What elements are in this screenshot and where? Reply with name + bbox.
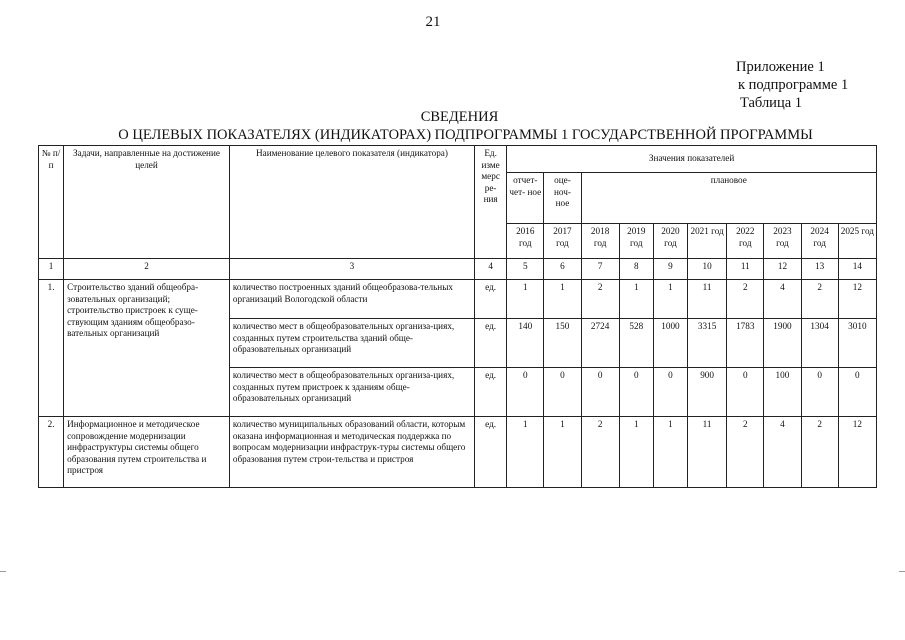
value-cell: 2 <box>581 417 619 488</box>
value-cell: 3010 <box>838 319 876 368</box>
value-cell: 3315 <box>688 319 727 368</box>
appendix-table-line: Таблица 1 <box>740 95 803 111</box>
column-number: 2 <box>64 259 230 280</box>
column-number: 5 <box>507 259 544 280</box>
value-cell: 150 <box>544 319 581 368</box>
value-cell: 0 <box>507 368 544 417</box>
column-number: 14 <box>838 259 876 280</box>
column-number: 4 <box>475 259 507 280</box>
column-number: 8 <box>619 259 653 280</box>
document-title <box>0 108 905 144</box>
appendix-reference <box>736 58 848 112</box>
year-header: 2025 год <box>838 224 876 259</box>
value-cell: 1304 <box>801 319 838 368</box>
indicator-name: количество мест в общеобразовательных организа-циях, созданных путем строительства зданий обще-образовательных организаций <box>229 319 474 368</box>
value-cell: 1 <box>507 417 544 488</box>
column-number: 6 <box>544 259 581 280</box>
column-number: 10 <box>688 259 727 280</box>
value-cell: 1000 <box>653 319 687 368</box>
year-header: 2019 год <box>619 224 653 259</box>
unit-cell: ед. <box>475 319 507 368</box>
header-indicator: Наименование целевого показателя (индикатора) <box>229 146 474 259</box>
value-cell: 2 <box>801 417 838 488</box>
value-cell: 2 <box>727 280 764 319</box>
row-number: 1. <box>39 280 64 417</box>
year-header: 2020 год <box>653 224 687 259</box>
year-header: 2023 год <box>764 224 801 259</box>
value-cell: 4 <box>764 280 801 319</box>
column-number: 7 <box>581 259 619 280</box>
value-cell: 140 <box>507 319 544 368</box>
indicator-name: количество мест в общеобразовательных организа-циях, созданных путем пристроек к зданиям обще-образовательных организаций <box>229 368 474 417</box>
header-values: Значения показателей <box>507 146 877 173</box>
value-cell: 1900 <box>764 319 801 368</box>
year-header: 2017 год <box>544 224 581 259</box>
value-cell: 0 <box>653 368 687 417</box>
scan-edge-mark <box>0 571 6 572</box>
row-number: 2. <box>39 417 64 488</box>
value-cell: 0 <box>619 368 653 417</box>
value-cell: 1 <box>507 280 544 319</box>
year-header: 2021 год <box>688 224 727 259</box>
value-cell: 2 <box>727 417 764 488</box>
year-header: 2022 год <box>727 224 764 259</box>
column-number: 13 <box>801 259 838 280</box>
task-cell: Строительство зданий общеобра-зовательных организаций; строительство пристроек к суще-ствующим зданиям общеобразо-вательных организаций <box>64 280 230 417</box>
value-cell: 0 <box>581 368 619 417</box>
value-cell: 12 <box>838 417 876 488</box>
table-row <box>39 280 877 319</box>
value-cell: 528 <box>619 319 653 368</box>
value-cell: 100 <box>764 368 801 417</box>
unit-cell: ед. <box>475 368 507 417</box>
value-cell: 4 <box>764 417 801 488</box>
year-header: 2016 год <box>507 224 544 259</box>
title-line-2: О ЦЕЛЕВЫХ ПОКАЗАТЕЛЯХ (ИНДИКАТОРАХ) ПОДПРОГРАММЫ 1 ГОСУДАРСТВЕННОЙ ПРОГРАММЫ <box>118 127 813 143</box>
value-cell: 2724 <box>581 319 619 368</box>
value-cell: 1 <box>544 417 581 488</box>
year-header: 2024 год <box>801 224 838 259</box>
value-cell: 1 <box>544 280 581 319</box>
column-number: 12 <box>764 259 801 280</box>
value-cell: 11 <box>688 417 727 488</box>
value-cell: 12 <box>838 280 876 319</box>
column-number: 9 <box>653 259 687 280</box>
value-cell: 1783 <box>727 319 764 368</box>
header-reported: отчет- чет- ное <box>507 173 544 224</box>
value-cell: 900 <box>688 368 727 417</box>
header-tasks: Задачи, направленные на достижение целей <box>64 146 230 259</box>
appendix-line: Приложение 1 <box>736 59 825 75</box>
indicator-name: количество построенных зданий общеобразова-тельных организаций Вологодской области <box>229 280 474 319</box>
title-line-1: СВЕДЕНИЯ <box>420 109 499 125</box>
value-cell: 1 <box>619 417 653 488</box>
unit-cell: ед. <box>475 417 507 488</box>
value-cell: 2 <box>801 280 838 319</box>
unit-cell: ед. <box>475 280 507 319</box>
value-cell: 0 <box>544 368 581 417</box>
year-header: 2018 год <box>581 224 619 259</box>
value-cell: 1 <box>619 280 653 319</box>
appendix-subprogram-line: к подпрограмме 1 <box>738 77 849 93</box>
value-cell: 0 <box>838 368 876 417</box>
header-planned: плановое <box>581 173 876 224</box>
value-cell: 0 <box>801 368 838 417</box>
header-estimated: оце- ноч- ное <box>544 173 581 224</box>
value-cell: 11 <box>688 280 727 319</box>
column-number: 3 <box>229 259 474 280</box>
scan-edge-mark <box>899 571 905 572</box>
task-cell: Информационное и методическое сопровождение модернизации инфраструктуры системы общего образования путем строительства и пристроя <box>64 417 230 488</box>
table-row <box>39 417 877 488</box>
value-cell: 2 <box>581 280 619 319</box>
column-number: 11 <box>727 259 764 280</box>
value-cell: 1 <box>653 280 687 319</box>
header-unit: Ед. изме мерс ре- ния <box>475 146 507 259</box>
value-cell: 0 <box>727 368 764 417</box>
indicator-name: количество муниципальных образований области, которым оказана информационная и методическая поддержка по вопросам модернизации инфраструк-туры системы общего образования путем строи-тельства и пристроя <box>229 417 474 488</box>
column-number: 1 <box>39 259 64 280</box>
header-num: № п/п <box>39 146 64 259</box>
indicators-table <box>38 145 877 488</box>
value-cell: 1 <box>653 417 687 488</box>
page-number: 21 <box>425 14 441 30</box>
